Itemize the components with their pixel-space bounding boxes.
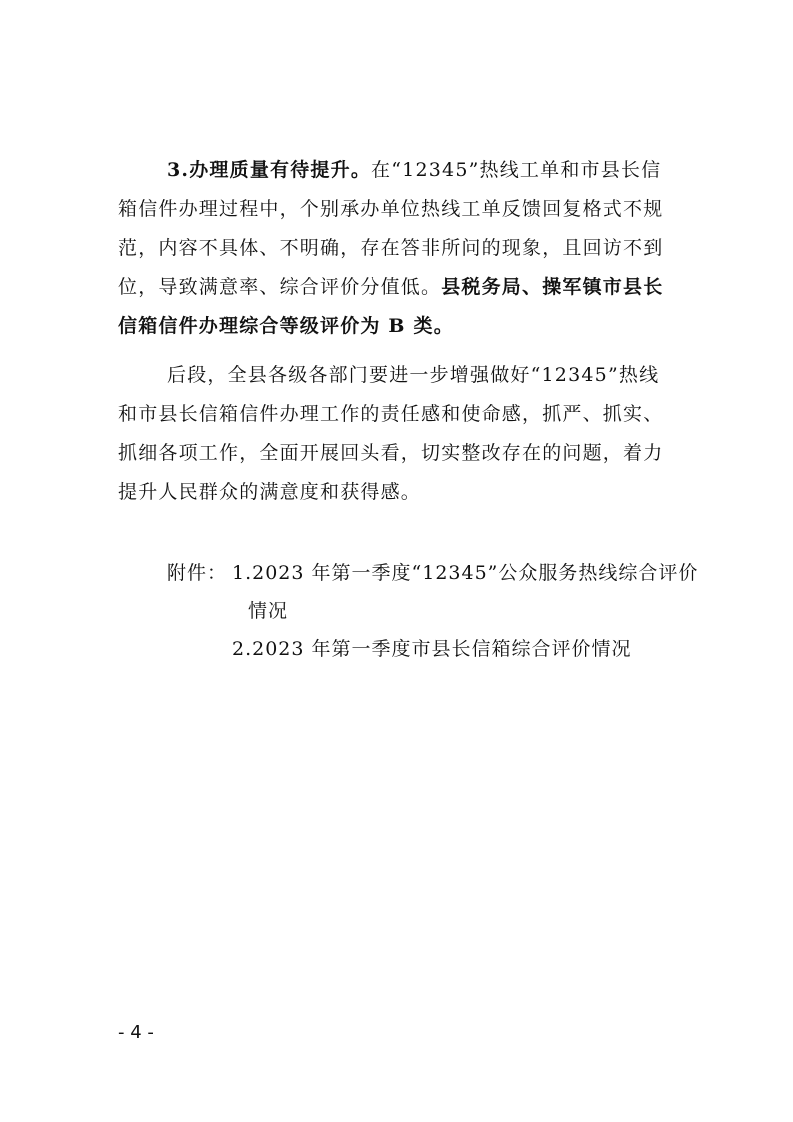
closing-line-4: 提升人民群众的满意度和获得感。 xyxy=(118,481,422,503)
attachment-item-1-continued: 情况 xyxy=(248,600,289,622)
paragraph-3-line-4 xyxy=(118,272,688,302)
paragraph-3-heading: 3.办理质量有待提升。 xyxy=(167,159,372,181)
paragraph-3-line-5: 信箱信件办理综合等级评价为 B 类。 xyxy=(118,315,454,337)
paragraph-3-line-2: 箱信件办理过程中，个别承办单位热线工单反馈回复格式不规 xyxy=(118,198,664,220)
page-number: - 4 - xyxy=(118,1022,154,1043)
paragraph-3-highlight: 县税务局、操军镇市县长 xyxy=(441,276,664,298)
paragraph-3-line-1 xyxy=(167,155,737,185)
closing-line-3: 抓细各项工作，全面开展回头看，切实整改存在的问题，着力 xyxy=(118,442,664,464)
paragraph-3-text: 位，导致满意率、综合评价分值低。 xyxy=(118,276,442,298)
paragraph-3-text: 在“12345”热线工单和市县长信 xyxy=(371,159,662,181)
attachment-item-2: 2.2023 年第一季度市县长信箱综合评价情况 xyxy=(232,638,632,660)
closing-line-2: 和市县长信箱信件办理工作的责任感和使命感，抓严、抓实、 xyxy=(118,403,664,425)
attachment-item-1: 1.2023 年第一季度“12345”公众服务热线综合评价 xyxy=(232,562,699,584)
attachments-label: 附件： xyxy=(167,562,228,584)
closing-line-1: 后段，全县各级各部门要进一步增强做好“12345”热线 xyxy=(167,364,660,386)
paragraph-3-line-3: 范，内容不具体、不明确，存在答非所问的现象，且回访不到 xyxy=(118,237,664,259)
